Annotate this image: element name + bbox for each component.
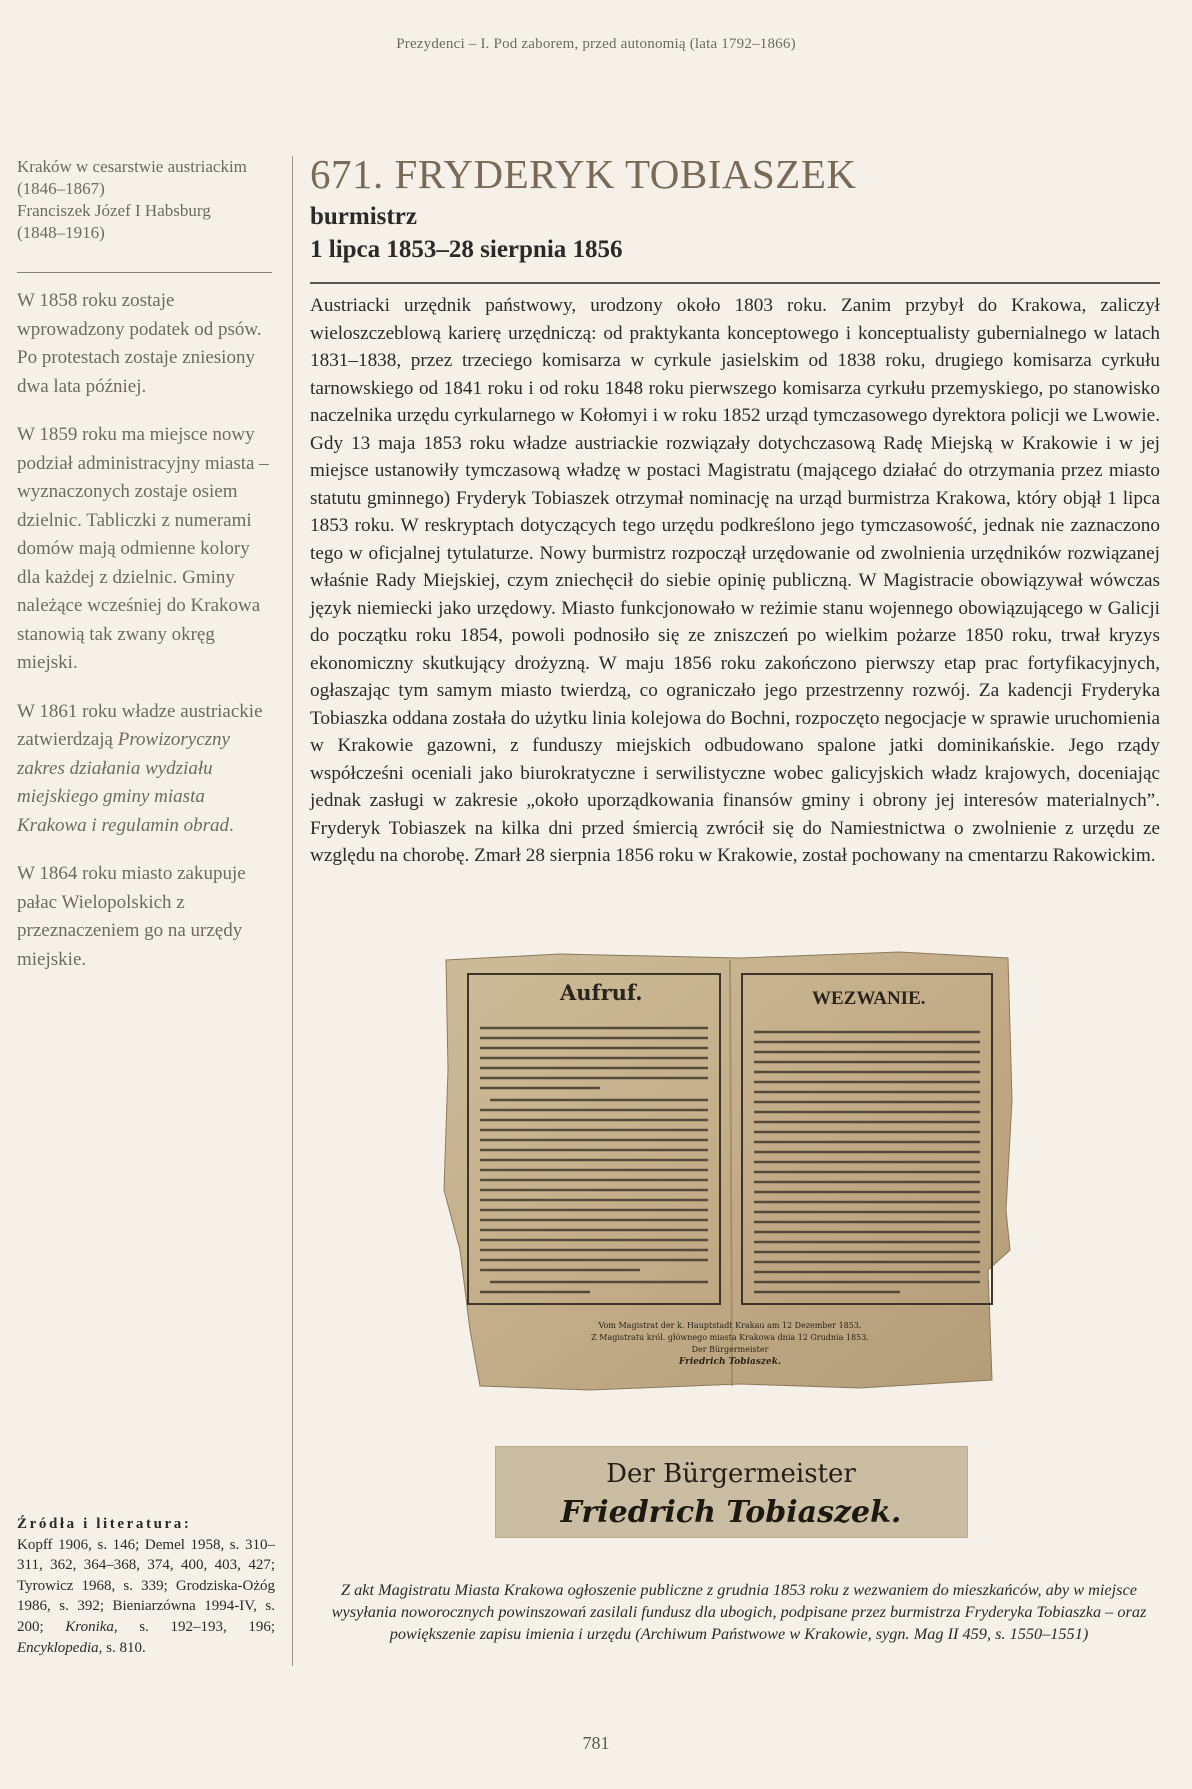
fact-1861-document-title: Prowizoryczny zakres działania wydziału miejskiego gminy miasta Krakowa i regulamin obrad — [17, 729, 230, 836]
sources-text-2: , s. 192–193, 196; — [113, 1618, 275, 1635]
sources-italic-encyklopedia: Encyklopedia — [17, 1639, 99, 1656]
signature-title: Der Bürgermeister — [606, 1459, 856, 1489]
sources-text-3: , s. 810. — [98, 1639, 146, 1656]
fact-1861-end: . — [229, 814, 234, 836]
sidebar-divider — [17, 272, 272, 273]
document-footer-line-3: Der Bürgermeister — [691, 1345, 769, 1354]
fact-1858: W 1858 roku zostaje wprowadzony podatek od psów. Po protestach zostaje zniesiony dwa lata później. — [17, 290, 262, 397]
document-footer-line-1: Vom Magistrat der k. Hauptstadt Krakau am 12 Dezember 1853. — [598, 1321, 862, 1330]
sidebar-facts — [17, 287, 272, 974]
context-line: Franciszek Józef I Habsburg — [17, 201, 211, 220]
entry-office: burmistrz — [310, 203, 417, 230]
context-line: (1848–1916) — [17, 223, 105, 242]
entry — [310, 150, 1160, 870]
fact-1861-text: W 1861 roku władze austriackie zatwierdzają — [17, 700, 263, 750]
sources-heading: Źródła i literatura: — [17, 1516, 192, 1532]
sidebar — [17, 156, 272, 994]
sources-italic-kronika: Kronika — [65, 1618, 114, 1635]
polish-heading: WEZWANIE. — [812, 988, 926, 1009]
fact-1864: W 1864 roku miasto zakupuje pałac Wielopolskich z przeznaczeniem go na urzędy miejskie. — [17, 863, 246, 970]
context-line: Kraków w cesarstwie austriackim — [17, 157, 247, 176]
entry-term: 1 lipca 1853–28 sierpnia 1856 — [310, 236, 623, 263]
sources-block — [17, 1514, 275, 1658]
figure-caption: Z akt Magistratu Miasta Krakowa ogłoszenie publiczne z grudnia 1853 roku z wezwaniem do mieszkańców, aby w miejsce wysyłania noworocznych powinszowań zasilali fundusz dla ubogich, podpisane przez burmistrza Fryderyka Tobiaszka – oraz powiększenie zapisu imienia i urzędu (Archiwum Państwowe w Krakowie, sygn. Mag II 459, s. 1550–1551) — [331, 1580, 1147, 1643]
page-number: 781 — [582, 1733, 610, 1753]
context-line: (1846–1867) — [17, 179, 105, 198]
entry-title: 671. FRYDERYK TOBIASZEK — [310, 151, 857, 197]
fact-1861 — [17, 698, 272, 841]
polish-text-lines — [754, 1032, 980, 1292]
german-heading: Aufruf. — [560, 980, 643, 1005]
column-divider — [292, 156, 293, 1666]
sources-text: Kopff 1906, s. 146; Demel 1958, s. 310–311, 362, 364–368, 374, 400, 403, 427; Tyrowicz 1968, s. 339; Grodziska-Ożóg 1986, s. 392; Bieniarzówna 1994-IV, s. 200; — [17, 1536, 275, 1635]
document-footer-signature: Friedrich Tobiaszek. — [678, 1357, 782, 1367]
entry-biography: Austriacki urzędnik państwowy, urodzony około 1803 roku. Zanim przybył do Krakowa, zaliczył wieloszczeblową karierę urzędniczą: od praktykanta konceptowego i konceptualisty gubernialnego w latach 1831–1838, przez trzeciego komisarza w cyrkule jasielskim od 1838 roku, drugiego komisarza cyrkułu tarnowskiego od 1841 roku i od roku 1848 roku pierwszego komisarza cyrkułu przemyskiego, po stanowisko naczelnika urzędu cyrkularnego w Kołomyi i w roku 1852 urząd tymczasowego dyrektora policji we Lwowie. Gdy 13 maja 1853 roku władze austriackie rozwiązały dotychczasową Radę Miejską w Krakowie i w jej miejsce ustanowiły tymczasową władzę w postaci Magistratu (mającego działać do otrzymania przez miasto statutu gminnego) Fryderyk Tobiaszek otrzymał nominację na urząd burmistrza Krakowa, który objął 1 lipca 1853 roku. W reskryptach dotyczących tego urzędu podkreślono jego tymczasowość, jednak nie zaznaczono tego w oficjalnej tytulaturze. Nowy burmistrz rozpoczął urzędowanie od zwolnienia urzędników rozwiązanej właśnie Rady Miejskiej, czym zniechęcił do siebie opinię publiczną. W Magistracie obowiązywał wówczas język niemiecki jako urzędowy. Miasto funkcjonowało w reżimie stanu wojennego obowiązującego w Galicji do początku roku 1854, powoli podnosiło się ze zniszczeń po wielkim pożarze 1850 roku, trwał kryzys ekonomiczny skutkujący drożyzną. W maju 1856 roku zakończono pierwszy etap prac fortyfikacyjnych, ogłaszając tym samym miasto twierdzą, co ograniczało jego przestrzenny rozwój. Za kadencji Fryderyka Tobiaszka oddana została do użytku linia kolejowa do Bochni, rozpoczęto negocjacje w sprawie uruchomienia w Krakowie gazowni, z funduszy miejskich odbudowano spalone jatki dominikańskie. Jego rządy współcześni oceniali jako biurokratyczne i serwilistyczne wobec galicyjskich władz krajowych, doceniając jednak zasługi w zakresie „około uporządkowania finansów gminy i obrony jej interesów materialnych”. Fryderyk Tobiaszek na kilka dni przed śmiercią zwrócił się do Namiestnictwa o zwolnienie z urzędu ze względu na chorobę. Zmarł 28 sierpnia 1856 roku w Krakowie, został pochowany na cmentarzu Rakowickim. — [310, 295, 1160, 866]
fact-1859: W 1859 roku ma miejsce nowy podział administracyjny miasta – wyznaczonych zostaje osiem dzielnic. Tabliczki z numerami domów mają odmienne kolory dla każdej z dzielnic. Gminy należące wcześniej do Krakowa stanowią tak zwany okręg miejski. — [17, 424, 269, 673]
title-divider — [310, 282, 1160, 284]
signature-name: Friedrich Tobiaszek. — [560, 1495, 902, 1530]
signature-enlargement — [495, 1446, 968, 1538]
document-footer-line-2: Z Magistratu król. głównego miasta Krakowa dnia 12 Grudnia 1853. — [591, 1333, 869, 1342]
historical-context — [17, 156, 272, 244]
proclamation-photo — [440, 950, 1014, 1392]
running-head: Prezydenci – I. Pod zaborem, przed autonomią (lata 1792–1866) — [396, 36, 796, 52]
